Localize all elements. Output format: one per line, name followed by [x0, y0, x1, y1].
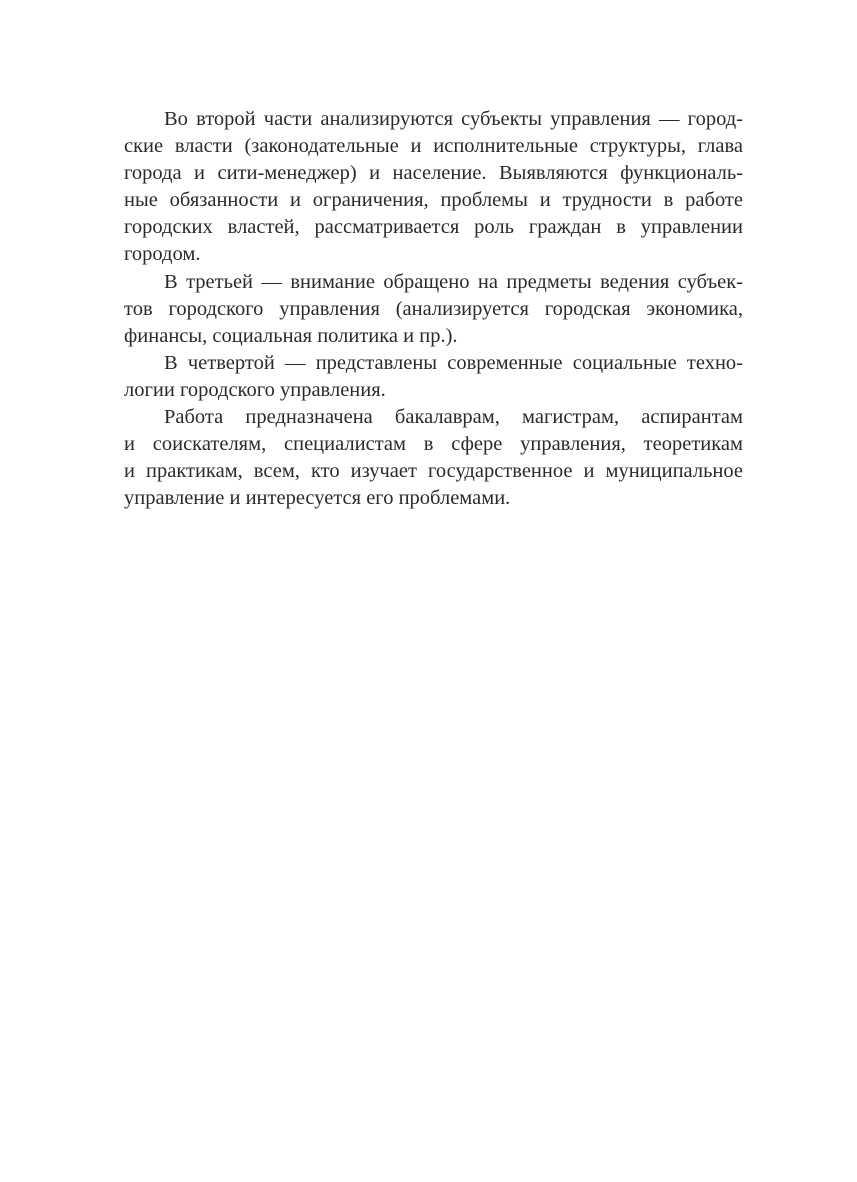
text-line: тов городского управления (анализируется городская экономика,	[124, 297, 743, 320]
text-line: и практикам, всем, кто изучает государственное и муниципальное	[124, 460, 743, 483]
paragraph-third-part	[124, 269, 743, 350]
text-line: городом.	[124, 243, 201, 266]
paragraph-second-part	[124, 106, 743, 269]
text-line: Во второй части анализируются субъекты управления — город-	[164, 108, 743, 130]
text-line: В третьей — внимание обращено на предметы ведения субъек-	[164, 270, 743, 293]
text-line: и соискателям, специалистам в сфере управления, теоретикам	[124, 433, 743, 456]
text-line: Работа предназначена бакалаврам, магистрам, аспирантам	[164, 406, 743, 429]
text-line: ские власти (законодательные и исполнительные структуры, глава	[124, 135, 743, 158]
text-line: логии городского управления.	[124, 378, 386, 401]
text-line: В четвертой — представлены современные социальные техно-	[164, 351, 743, 374]
paragraph-audience	[124, 404, 743, 512]
text-line: финансы, социальная политика и пр.).	[124, 324, 458, 347]
text-line: города и сити-менеджер) и население. Выявляются функциональ-	[124, 162, 743, 185]
paragraph-fourth-part	[124, 350, 743, 404]
text-line: городских властей, рассматривается роль граждан в управлении	[124, 216, 743, 239]
body-text	[124, 106, 743, 512]
text-line: ные обязанности и ограничения, проблемы и трудности в работе	[124, 189, 743, 212]
text-line: управление и интересуется его проблемами.	[124, 487, 511, 510]
